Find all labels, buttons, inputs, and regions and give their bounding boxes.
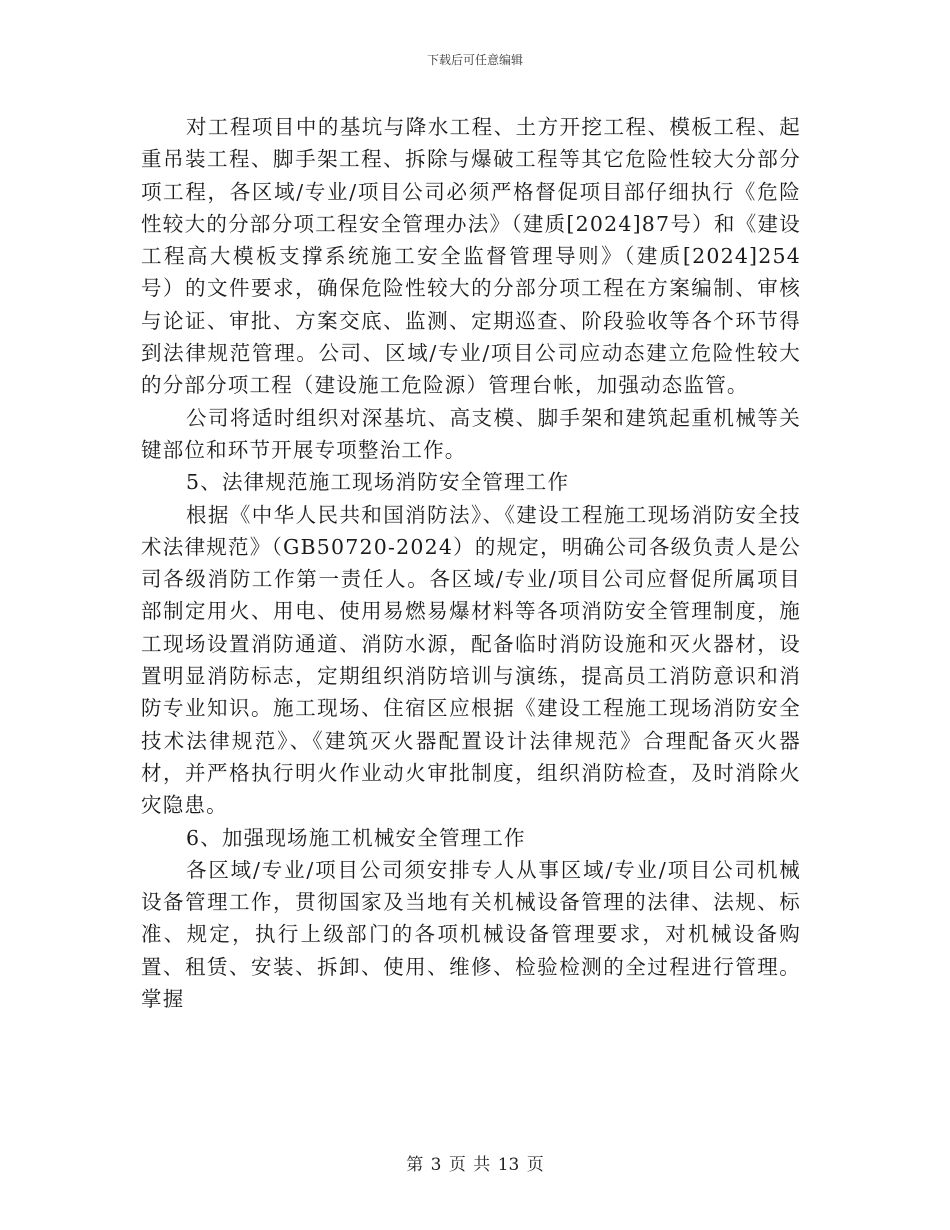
section-heading: 6、加强现场施工机械安全管理工作 <box>186 825 526 850</box>
document-body <box>141 111 801 1015</box>
paragraph: 各区域/专业/项目公司须安排专人从事区域/专业/项目公司机械设备管理工作，贯彻国家及当地有关机械设备管理的法律、法规、标准、规定，执行上级部门的各项机械设备管理要求，对机械设备购置、租赁、安装、拆卸、使用、维修、检验检测的全过程进行管理。掌握 <box>141 857 801 1012</box>
page-header: 下载后可任意编辑 <box>426 53 523 67</box>
paragraph: 公司将适时组织对深基坑、高支模、脚手架和建筑起重机械等关键部位和环节开展专项整治工作。 <box>141 405 801 462</box>
section-heading: 5、法律规范施工现场消防安全管理工作 <box>186 470 570 495</box>
page-number: 第 3 页 共 13 页 <box>406 1155 544 1175</box>
paragraph: 根据《中华人民共和国消防法》、《建设工程施工现场消防安全技术法律规范》（GB50720-2024）的规定，明确公司各级负责人是公司各级消防工作第一责任人。各区域/专业/项目公司应督促所属项目部制定用火、用电、使用易燃易爆材料等各项消防安全管理制度，施工现场设置消防通道、消防水源，配备临时消防设施和灭火器材，设置明显消防标志，定期组织消防培训与演练，提高员工消防意识和消防专业知识。施工现场、住宿区应根据《建设工程施工现场消防安全技术法律规范》、《建筑灭火器配置设计法律规范》合理配备灭火器材，并严格执行明火作业动火审批制度，组织消防检查，及时消除火灾隐患。 <box>141 502 801 818</box>
paragraph: 对工程项目中的基坑与降水工程、土方开挖工程、模板工程、起重吊装工程、脚手架工程、拆除与爆破工程等其它危险性较大分部分项工程，各区域/专业/项目公司必须严格督促项目部仔细执行《危险性较大的分部分项工程安全管理办法》（建质[2024]87号）和《建设工程高大模板支撑系统施工安全监督管理导则》（建质[2024]254号）的文件要求，确保危险性较大的分部分项工程在方案编制、审核与论证、审批、方案交底、监测、定期巡查、阶段验收等各个环节得到法律规范管理。公司、区域/专业/项目公司应动态建立危险性较大的分部分项工程（建设施工危险源）管理台帐，加强动态监管。 <box>141 115 801 398</box>
